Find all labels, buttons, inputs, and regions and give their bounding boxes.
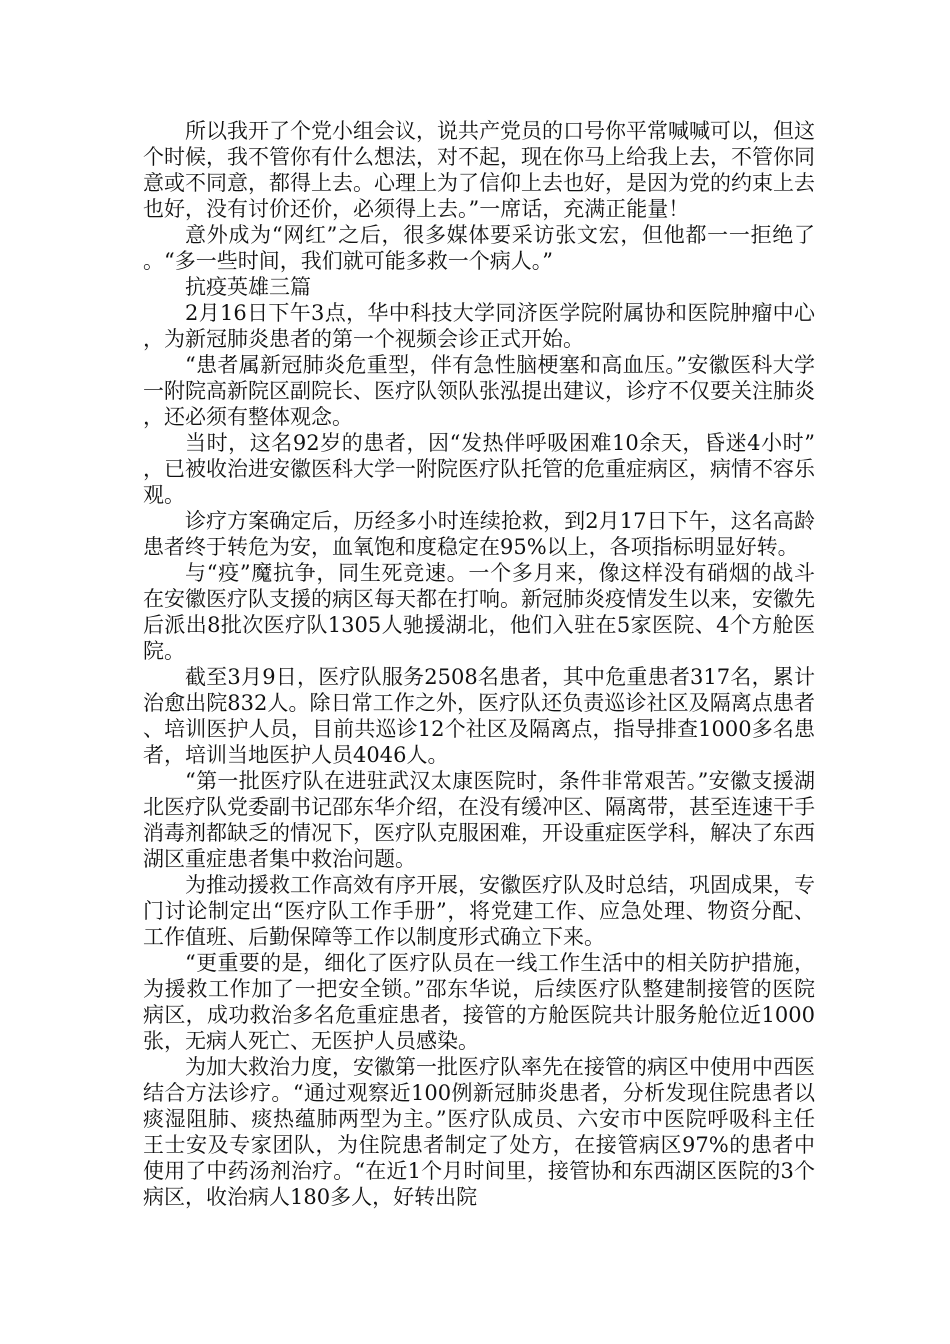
paragraph-patient-condition: “患者属新冠肺炎危重型，伴有急性脑梗塞和高血压。”安徽医科大学一附院高新院区副院长、医疗队领队张泓提出建议，诊疗不仅要关注肺炎，还必须有整体观念。 [143,353,815,429]
paragraph-medical-team-dispatch: 与“疫”魔抗争，同生死竞速。一个多月来，像这样没有硝烟的战斗在安徽医疗队支援的病区每天都在打响。新冠肺炎疫情发生以来，安徽先后派出8批次医疗队1305人驰援湖北，他们入驻在5家医院、4个方舱医院。 [143,561,815,663]
document-body [143,118,815,1210]
paragraph-work-manual: 为推动援救工作高效有序开展，安徽医疗队及时总结，巩固成果，专门讨论制定出“医疗队工作手册”，将党建工作、应急处理、物资分配、工作值班、后勤保障等工作以制度形式确立下来。 [143,873,815,949]
paragraph-party-meeting-quote: 所以我开了个党小组会议，说共产党员的口号你平常喊喊可以，但这个时候，我不管你有什么想法，对不起，现在你马上给我上去，不管你同意或不同意，都得上去。心理上为了信仰上去也好，是因为党的约束上去也好，没有讨价还价，必须得上去。”一席话，充满正能量！ [143,119,815,221]
paragraph-treatment-outcome: 诊疗方案确定后，历经多小时连续抢救，到2月17日下午，这名高龄患者终于转危为安，血氧饱和度稳定在95%以上，各项指标明显好转。 [143,509,815,559]
section-heading: 抗疫英雄三篇 [185,275,311,299]
paragraph-patient-admission: 当时，这名92岁的患者，因“发热伴呼吸困难10余天，昏迷4小时”，已被收治进安徽医科大学一附院医疗队托管的危重症病区，病情不容乐观。 [143,431,815,507]
paragraph-video-consultation: 2月16日下午3点，华中科技大学同济医学院附属协和医院肿瘤中心，为新冠肺炎患者的第一个视频会诊正式开始。 [143,301,815,351]
paragraph-tcm-treatment: 为加大救治力度，安徽第一批医疗队率先在接管的病区中使用中西医结合方法诊疗。“通过观察近100例新冠肺炎患者，分析发现住院患者以痰湿阻肺、痰热蕴肺两型为主。”医疗队成员、六安市中医院呼吸科主任王士安及专家团队，为住院患者制定了处方，在接管病区97%的患者中使用了中药汤剂治疗。“在近1个月时间里，接管协和东西湖区医院的3个病区，收治病人180多人，好转出院 [143,1055,815,1209]
paragraph-safety-measures: “更重要的是，细化了医疗队员在一线工作生活中的相关防护措施，为援救工作加了一把安全锁。”邵东华说，后续医疗队整建制接管的医院病区，成功救治多名危重症患者，接管的方舱医院共计服务舱位近1000张，无病人死亡、无医护人员感染。 [143,951,815,1053]
paragraph-first-team-conditions: “第一批医疗队在进驻武汉太康医院时，条件非常艰苦。”安徽支援湖北医疗队党委副书记邵东华介绍，在没有缓冲区、隔离带，甚至连速干手消毒剂都缺乏的情况下，医疗队克服困难，开设重症医学科，解决了东西湖区重症患者集中救治问题。 [143,769,815,871]
paragraph-interview-refusal: 意外成为“网红”之后，很多媒体要采访张文宏，但他都一一拒绝了。“多一些时间，我们就可能多救一个病人。” [143,223,815,273]
paragraph-service-statistics: 截至3月9日，医疗队服务2508名患者，其中危重患者317名，累计治愈出院832人。除日常工作之外，医疗队还负责巡诊社区及隔离点患者、培训医护人员，目前共巡诊12个社区及隔离点，指导排查1000多名患者，培训当地医护人员4046人。 [143,665,815,767]
